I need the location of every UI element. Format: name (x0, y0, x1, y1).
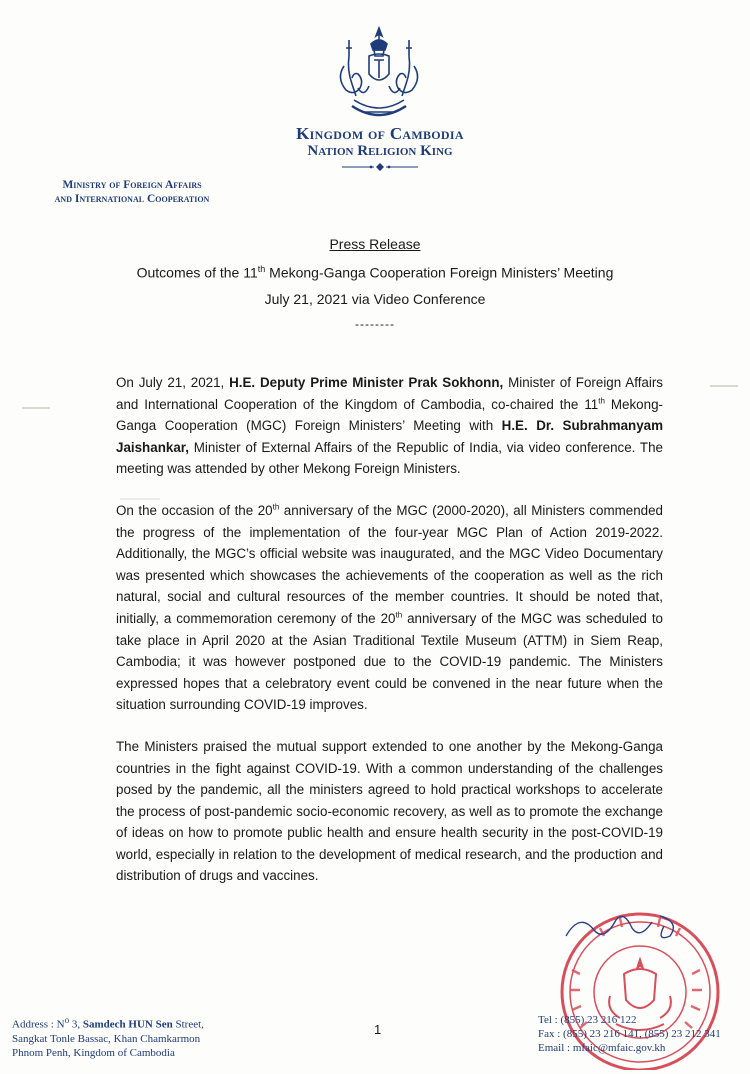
press-release-title (0, 264, 750, 281)
title-text-start: Outcomes of the 11 (136, 264, 258, 281)
national-motto: Nation Religion King (307, 143, 453, 159)
p1-cambodian-minister: H.E. Deputy Prime Minister Prak Sokhonn, (229, 375, 504, 390)
paragraph-3: The Ministers praised the mutual support extended to one another by the Mekong-Ganga countries in the fight against COVID-19. With a common understanding of the challenges posed by the pandemic, all the ministers agreed to hold practical workshops to accelerate the process of post-pandemic socio-economic recovery, as well as to promote the exchange of ideas on how to promote public health and ensure health security in the post-COVID-19 world, especially in relation to the development of medical research, and the production and distribution of drugs and vaccines. (116, 738, 663, 884)
paragraph-1 (116, 372, 663, 480)
p2-text-a: On the occasion of the 20 (116, 502, 273, 518)
contact-tel: Tel : (855) 23 216 122 (538, 1014, 637, 1026)
ministry-name (12, 178, 252, 206)
p2-ordinal-suffix-1: th (272, 502, 280, 512)
royal-arms-of-cambodia-icon (334, 26, 424, 126)
footer-address (12, 1013, 272, 1060)
title-text-end: Mekong-Ganga Cooperation Foreign Ministers’ Meeting (265, 264, 614, 281)
address-number-sign: o (64, 1015, 70, 1025)
address-street-name: Samdech HUN Sen (82, 1018, 173, 1031)
footer-contact (538, 1013, 743, 1055)
press-release-label: Press Release (329, 236, 421, 252)
p1-ordinal-suffix: th (598, 396, 605, 406)
kingdom-title: Kingdom of Cambodia (296, 124, 464, 143)
page-number: 1 (374, 1022, 382, 1037)
p2-text-e: anniversary of the MGC was scheduled to take place in April 2020 at the Asian Traditional Textile Museum (ATTM) in Siem Reap, Cambodia; it was however postponed due to the COVID-19 pandemic. The Ministers expressed hopes that a celebratory event could be convened in the near future when the situation surrounding COVID-19 improves. (116, 610, 663, 713)
address-line-3: Phnom Penh, Kingdom of Cambodia (12, 1046, 175, 1059)
scan-artifact-mark (710, 385, 738, 387)
ministry-name-line2: and International Cooperation (54, 193, 210, 205)
ministry-name-line1: Ministry of Foreign Affairs (62, 179, 202, 191)
title-ordinal-suffix: th (257, 264, 266, 274)
p1-text-g: Minister of External Affairs of the Republic of India, via video conference. The meeting was attended by other Mekong Foreign Ministers. (116, 439, 663, 477)
ornamental-divider-icon (338, 163, 422, 171)
p1-indian-minister: H.E. Dr. Subrahmanyam Jaishankar, (116, 418, 664, 455)
scan-artifact-mark (22, 407, 50, 409)
p2-ordinal-suffix-2: th (395, 610, 403, 620)
handwritten-signature-icon (560, 906, 690, 946)
p2-text-c: anniversary of the MGC (2000-2020), all Ministers commended the progress of the implementation of the four-year MGC Plan of Action 2019-2022. Additionally, the MGC’s official website was inaugurated, and the MGC Video Documentary was presented which showcases the achievements of the cooperation as well as the rich natural, social and cultural resources of the member countries. It should be noted that, initially, a commemoration ceremony of the 20 (116, 502, 663, 626)
scan-artifact-mark (120, 498, 160, 500)
press-release-body (116, 372, 663, 907)
p1-text-a: On July 21, 2021, (116, 375, 230, 390)
contact-fax: Fax : (855) 23 216 141, (855) 23 212 341 (538, 1028, 721, 1040)
contact-email: Email : mfaic@mfaic.gov.kh (538, 1042, 666, 1054)
paragraph-2 (116, 500, 663, 716)
address-line-1 (12, 1013, 272, 1032)
address-street-suffix: Street, (172, 1018, 204, 1031)
press-release-date: July 21, 2021 via Video Conference (264, 291, 486, 307)
address-line-2: Sangkat Tonle Bassac, Khan Chamkarmon (12, 1032, 201, 1045)
section-separator: -------- (355, 317, 395, 331)
address-street-number: 3, (69, 1018, 83, 1031)
address-prefix: Address : N (12, 1018, 65, 1031)
p1-text-e: Mekong-Ganga Cooperation (MGC) Foreign Ministers’ Meeting with (116, 396, 663, 434)
p1-text-c: Minister of Foreign Affairs and International Cooperation of the Kingdom of Cambodia, co-chaired the 11 (116, 375, 663, 412)
